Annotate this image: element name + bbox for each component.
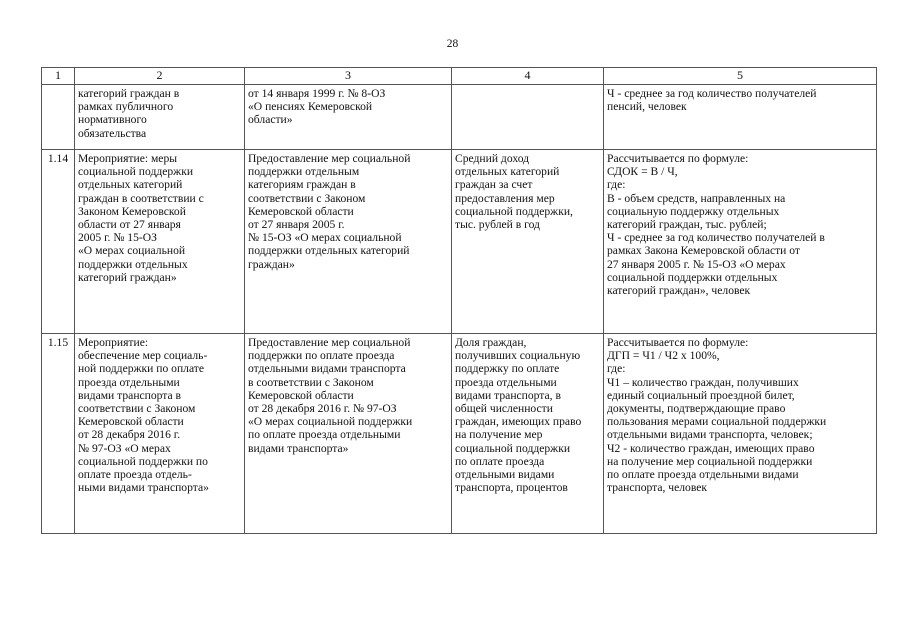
table-row (42, 150, 877, 334)
activity-cell: Мероприятие: меры социальной поддержки отдельных категорий граждан в соответствии с Законом Кемеровской области от 27 января 2005 г. № 15-ОЗ «О мерах социальной поддержки отдельных категорий граждан» (75, 150, 245, 334)
legal-basis-cell: Предоставление мер социальной поддержки отдельным категориям граждан в соответствии с Законом Кемеровской области от 27 января 2005 г. № 15-ОЗ «О мерах социальной поддержки отдельных категорий граждан» (245, 150, 452, 334)
row-number: 1.14 (42, 150, 75, 334)
activity-cell: Мероприятие: обеспечение мер социаль- ной поддержки по оплате проезда отдельными видами транспорта в соответствии с Законом Кемеровской области от 28 декабря 2016 г. № 97-ОЗ «О мерах социальной поддержки по оплате проезда отдель- ными видами транспорта» (75, 334, 245, 534)
column-header: 4 (452, 68, 604, 85)
legal-basis-cell: от 14 января 1999 г. № 8-ОЗ «О пенсиях Кемеровской области» (245, 85, 452, 150)
table-header-row (42, 68, 877, 85)
indicator-cell: Доля граждан, получивших социальную поддержку по оплате проезда отдельными видами транспорта, в общей численности граждан, имеющих право на получение мер социальной поддержки по оплате проезда отдельными видами транспорта, процентов (452, 334, 604, 534)
calculation-method-cell: Рассчитывается по формуле: ДГП = Ч1 / Ч2 х 100%, где: Ч1 – количество граждан, получивших единый социальный проездной билет, документы, подтверждающие право пользования мерами социальной поддержки отдельными видами транспорта, человек; Ч2 - количество граждан, имеющих право на получение мер социальной поддержки по оплате проезда отдельными видами транспорта, человек (604, 334, 877, 534)
table-row (42, 334, 877, 534)
calculation-method-cell: Ч - среднее за год количество получателей пенсий, человек (604, 85, 877, 150)
activity-cell: категорий граждан в рамках публичного нормативного обязательства (75, 85, 245, 150)
row-number (42, 85, 75, 150)
indicators-table (41, 67, 877, 534)
column-header: 2 (75, 68, 245, 85)
legal-basis-cell: Предоставление мер социальной поддержки по оплате проезда отдельными видами транспорта в соответствии с Законом Кемеровской области от 28 декабря 2016 г. № 97-ОЗ «О мерах социальной поддержки по оплате проезда отдельными видами транспорта» (245, 334, 452, 534)
page-number: 28 (446, 38, 459, 50)
column-header: 3 (245, 68, 452, 85)
indicator-cell (452, 85, 604, 150)
calculation-method-cell: Рассчитывается по формуле: СДОК = В / Ч, где: В - объем средств, направленных на социальную поддержку отдельных категорий граждан, тыс. рублей; Ч - среднее за год количество получателей в рамках Закона Кемеровской области от 27 января 2005 г. № 15-ОЗ «О мерах социальной поддержки отдельных категорий граждан», человек (604, 150, 877, 334)
row-number: 1.15 (42, 334, 75, 534)
table-row (42, 85, 877, 150)
column-header: 1 (42, 68, 75, 85)
indicator-cell: Средний доход отдельных категорий граждан за счет предоставления мер социальной поддержки, тыс. рублей в год (452, 150, 604, 334)
column-header: 5 (604, 68, 877, 85)
